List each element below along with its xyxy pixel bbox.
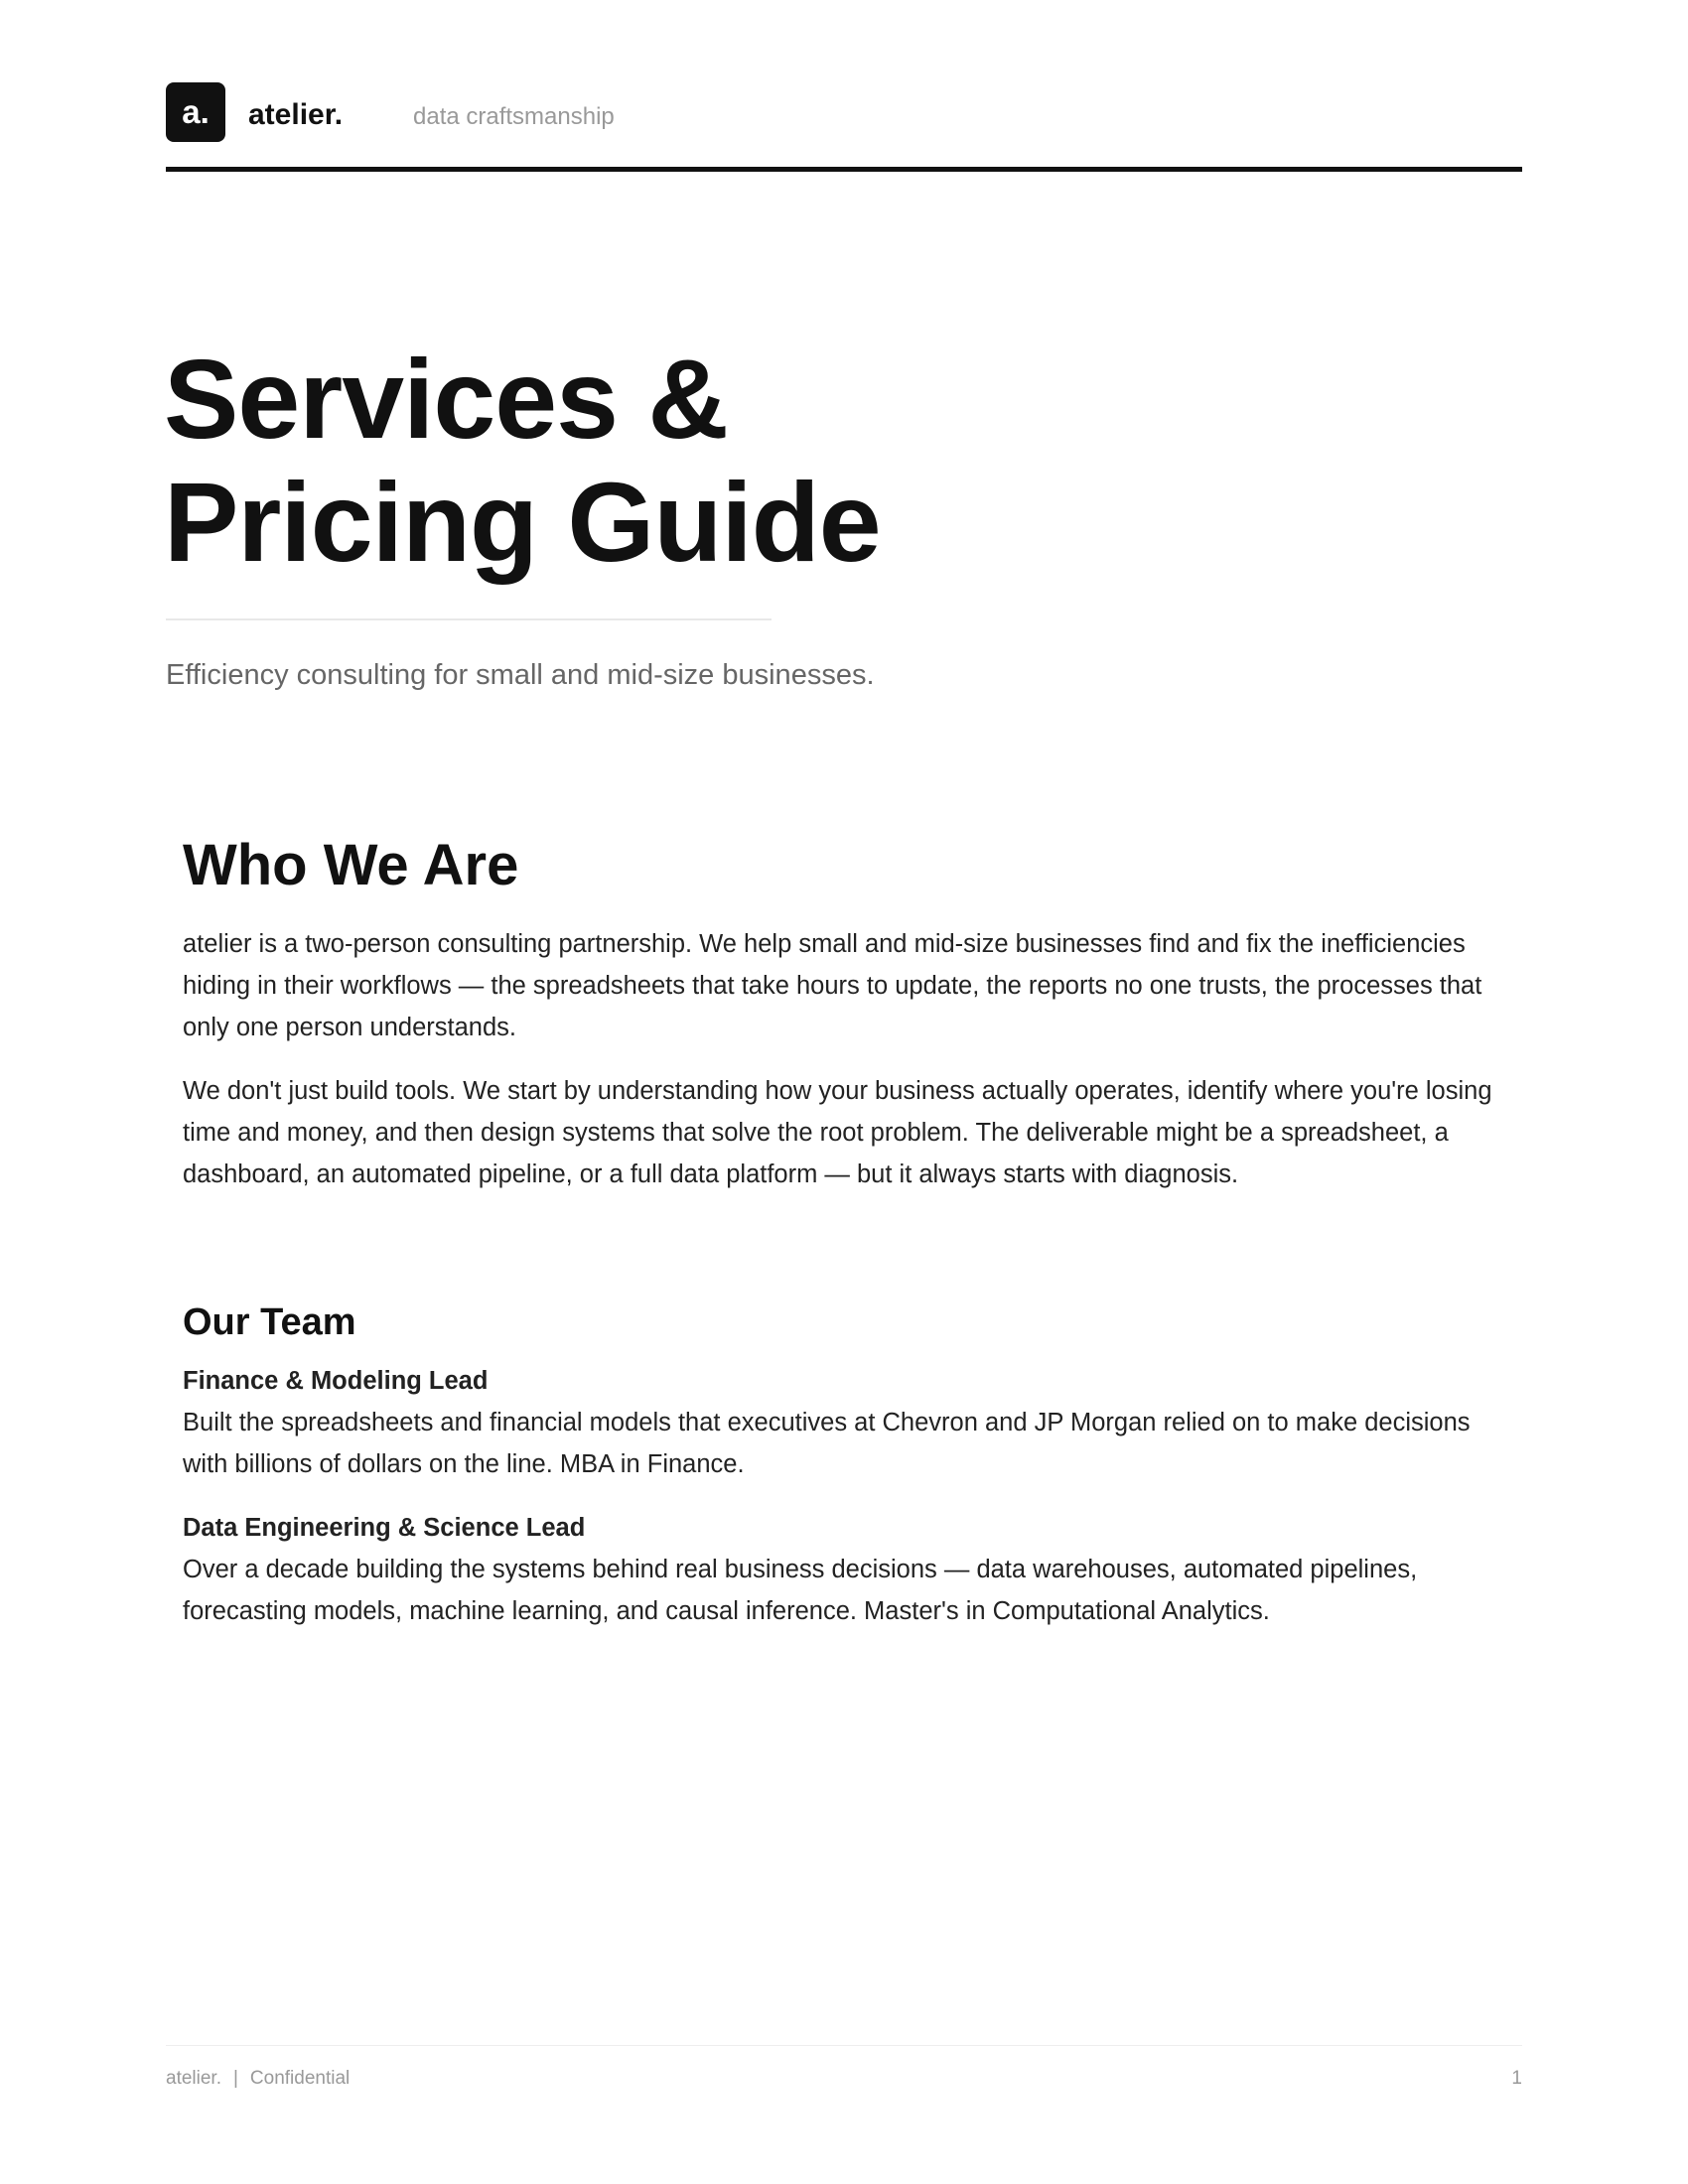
- footer-label: [166, 2068, 350, 2090]
- team-member: [183, 1507, 1513, 1632]
- brand-tagline: data craftsmanship: [413, 103, 615, 130]
- team-member-bio: Built the spreadsheets and financial models that executives at Chevron and JP Morgan relied on to make decisions with billions of dollars on the line. MBA in Finance.: [183, 1409, 1471, 1478]
- team-member-role: Finance & Modeling Lead: [183, 1367, 489, 1395]
- page-subtitle: Efficiency consulting for small and mid-size businesses.: [166, 659, 875, 691]
- page-header: [166, 82, 1522, 172]
- page-title: [164, 338, 881, 584]
- brand-name: atelier.: [248, 98, 344, 131]
- page-title-line-2: Pricing Guide: [164, 460, 881, 585]
- our-team-heading: Our Team: [183, 1301, 356, 1343]
- team-member-role: Data Engineering & Science Lead: [183, 1514, 586, 1542]
- team-member: [183, 1360, 1513, 1485]
- footer-confidential: Confidential: [249, 2068, 351, 2089]
- who-we-are-section: [183, 826, 1513, 1217]
- footer-divider: [166, 2045, 1522, 2046]
- page-number: 1: [1511, 2068, 1522, 2089]
- who-we-are-paragraph: atelier is a two-person consulting partnership. We help small and mid-size businesses find and fix the inefficiencies hiding in their workflows — the spreadsheets that take hours to update, the reports no one trusts, the processes that only one person understands.: [183, 930, 1482, 1041]
- our-team-section: [183, 1293, 1513, 1654]
- team-member-bio: Over a decade building the systems behind real business decisions — data warehouses, automated pipelines, forecasting models, machine learning, and causal inference. Master's in Computational Analytics.: [183, 1556, 1418, 1625]
- page-title-line-1: Services &: [164, 337, 728, 462]
- who-we-are-heading: Who We Are: [183, 833, 519, 897]
- who-we-are-paragraph: We don't just build tools. We start by understanding how your business actually operates, identify where you're losing time and money, and then design systems that solve the root problem. The deliverable might be a spreadsheet, a dashboard, an automated pipeline, or a full data platform — but it always starts with diagnosis.: [183, 1077, 1492, 1188]
- title-divider: [166, 618, 772, 620]
- footer-separator: |: [232, 2068, 238, 2089]
- footer-brand: atelier.: [166, 2068, 221, 2089]
- logo-mark: a.: [166, 82, 225, 142]
